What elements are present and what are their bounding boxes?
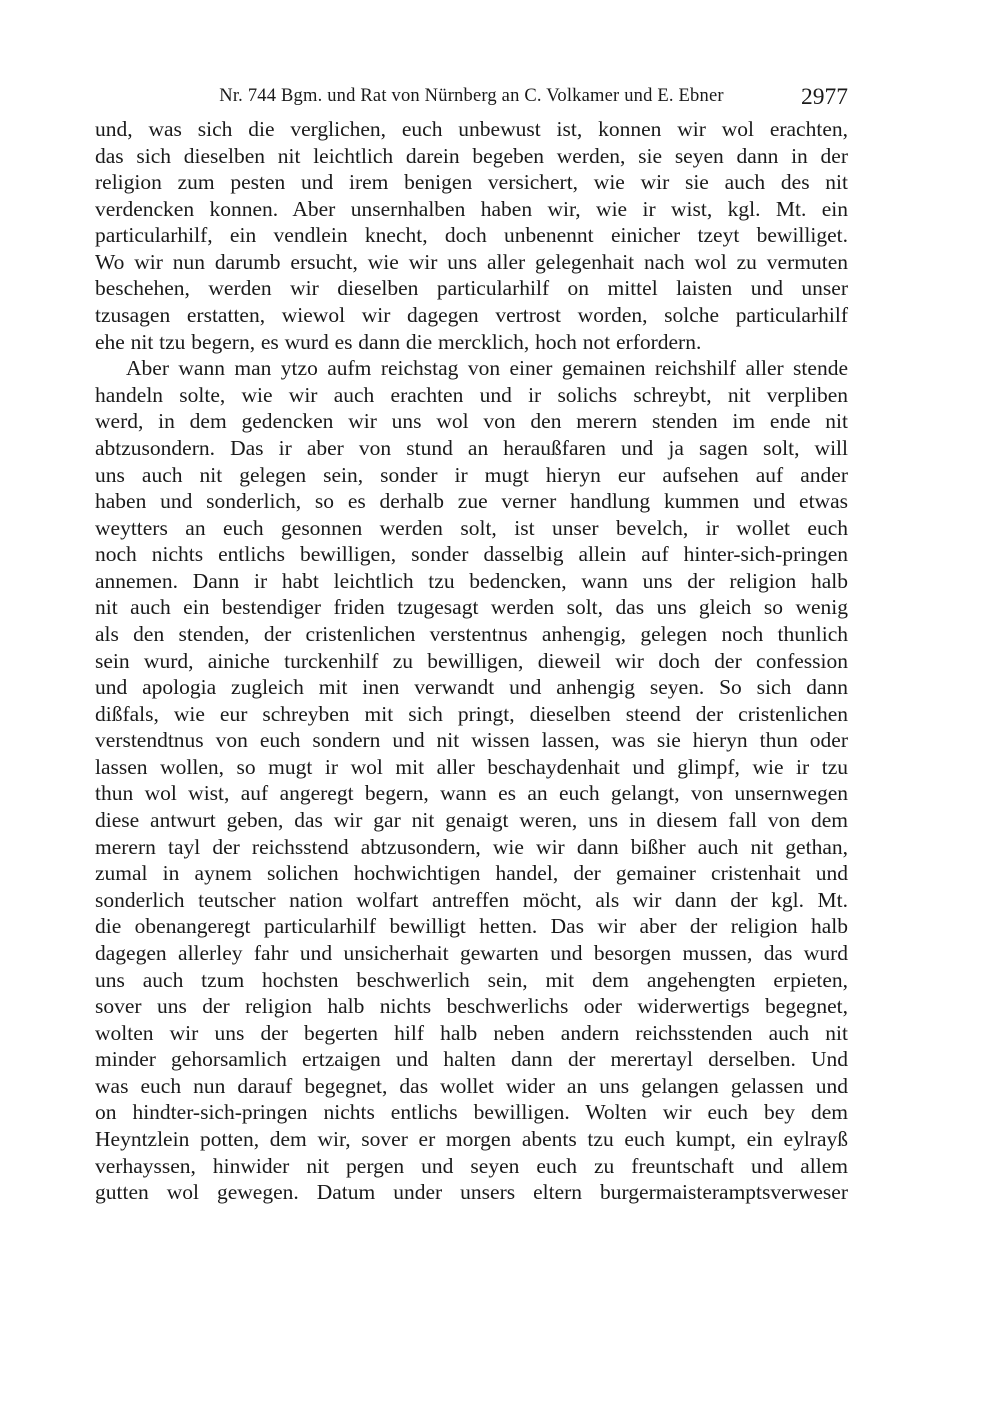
text-line: zumal in aynem solichen hochwichtigen handel, der gemainer cristenhait und [95, 861, 848, 886]
running-header [95, 82, 848, 108]
text-line: lassen wollen, so mugt ir wol mit aller beschaydenhait und glimpf, wie ir tzu [95, 754, 848, 779]
text-line: sein wurd, ainiche turckenhilf zu bewilligen, dieweil wir doch der confession [95, 648, 848, 673]
text-line: annemen. Dann ir habt leichtlich tzu bedencken, wann uns der religion halb [95, 568, 848, 593]
text-line: religion zum pesten und irem benigen versichert, wie wir sie auch des nit [95, 170, 848, 195]
text-line: und apologia zugleich mit inen verwandt und anhengig seyen. So sich dann [95, 675, 848, 700]
text-line: gutten wol gewegen. Datum under unsers eltern burgermaisteramptsverweser [95, 1180, 848, 1205]
text-line: weytters an euch gesonnen werden solt, ist unser bevelch, ir wollet euch [95, 515, 848, 540]
text-line: sonderlich teutscher nation wolfart antreffen möcht, als wir dann der kgl. Mt. [95, 887, 848, 912]
text-line: Aber wann man ytzo aufm reichstag von einer gemainen reichshilf aller stende [126, 356, 848, 381]
text-line: die obenangeregt particularhilf bewilligt hetten. Das wir aber der religion halb [95, 914, 848, 939]
text-line: Wo wir nun darumb ersucht, wie wir uns aller gelegenhait nach wol zu vermuten [95, 249, 848, 274]
text-line: minder gehorsamlich ertzaigen und halten dann der merertayl derselben. Und [95, 1047, 848, 1072]
text-line: ehe nit tzu begern, es wurd es dann die mercklich, hoch not erfordern. [95, 329, 702, 354]
text-body [95, 116, 848, 1206]
text-line: thun wol wist, auf angeregt begern, wann es an euch gelangt, von unsernwegen [95, 781, 848, 806]
text-line: abtzusondern. Das ir aber von stund an heraußfaren und ja sagen solt, will [95, 435, 848, 460]
text-line: particularhilf, ein vendlein knecht, doch unbenennt einicher tzeyt bewilliget. [95, 223, 848, 248]
text-line: merern tayl der reichsstend abtzusondern, wie wir dann bißher auch nit gethan, [95, 834, 848, 859]
text-line: tzusagen erstatten, wiewol wir dagegen vertrost worden, solche particularhilf [95, 303, 848, 328]
text-line: das sich dieselben nit leichtlich darein begeben werden, sie seyen dann in der [95, 143, 848, 168]
text-line: sover uns der religion halb nichts beschwerlichs oder widerwertigs begegnet, [95, 994, 848, 1019]
paragraph [95, 116, 848, 355]
text-line: was euch nun darauf begegnet, das wollet wider an uns gelangen gelassen und [95, 1073, 848, 1098]
text-line: werd, in dem gedencken wir uns wol von den merern stenden im ende nit [95, 409, 848, 434]
text-line: verhayssen, hinwider nit pergen und seyen euch zu freuntschaft und allem [95, 1153, 848, 1178]
text-line: und, was sich die verglichen, euch unbewust ist, konnen wir wol erachten, [95, 117, 848, 141]
text-line: handeln solte, wie wir auch erachten und ir solichs schreybt, nit verpliben [95, 382, 848, 407]
text-line: dißfals, wie eur schreyben mit sich pringt, dieselben steend der cristenlichen [95, 701, 848, 726]
text-line: beschehen, werden wir dieselben particularhilf on mittel laisten und unser [95, 276, 848, 301]
text-line: als den stenden, der cristenlichen verstentnus anhengig, gelegen noch thunlich [95, 621, 848, 646]
text-line: noch nichts entlichs bewilligen, sonder dasselbig allein auf hinter-sich-pringen [95, 542, 848, 567]
text-line: nit auch ein bestendiger friden tzugesagt werden solt, das uns gleich so wenig [95, 595, 848, 620]
text-line: diese antwurt geben, das wir gar nit genaigt weren, uns in diesem fall von dem [95, 808, 848, 833]
paragraph [95, 355, 848, 1206]
text-line: verstendtnus von euch sondern und nit wissen lassen, was sie hieryn thun oder [95, 728, 848, 753]
text-line: haben und sonderlich, so es derhalb zue verner handlung kummen und etwas [95, 489, 848, 514]
text-line: wolten wir uns der begerten hilf halb neben andern reichsstenden auch nit [95, 1020, 848, 1045]
text-line: on hindter-sich-pringen nichts entlichs bewilligen. Wolten wir euch bey dem [95, 1100, 848, 1125]
text-line: verdencken konnen. Aber unsernhalben haben wir, wie ir wist, kgl. Mt. ein [95, 196, 848, 221]
text-line: Heyntzlein potten, dem wir, sover er morgen abents tzu euch kumpt, ein eylrayß [95, 1126, 848, 1151]
text-line: uns auch nit gelegen sein, sonder ir mugt hieryn eur aufsehen auf ander [95, 462, 848, 487]
page-number: 2977 [801, 84, 848, 110]
text-line: dagegen allerley fahr und unsicherhait gewarten und besorgen mussen, das wurd [95, 940, 848, 965]
text-line: uns auch tzum hochsten beschwerlich sein, mit dem angehengten erpieten, [95, 967, 848, 992]
running-title: Nr. 744 Bgm. und Rat von Nürnberg an C. Volkamer und E. Ebner [219, 86, 724, 106]
